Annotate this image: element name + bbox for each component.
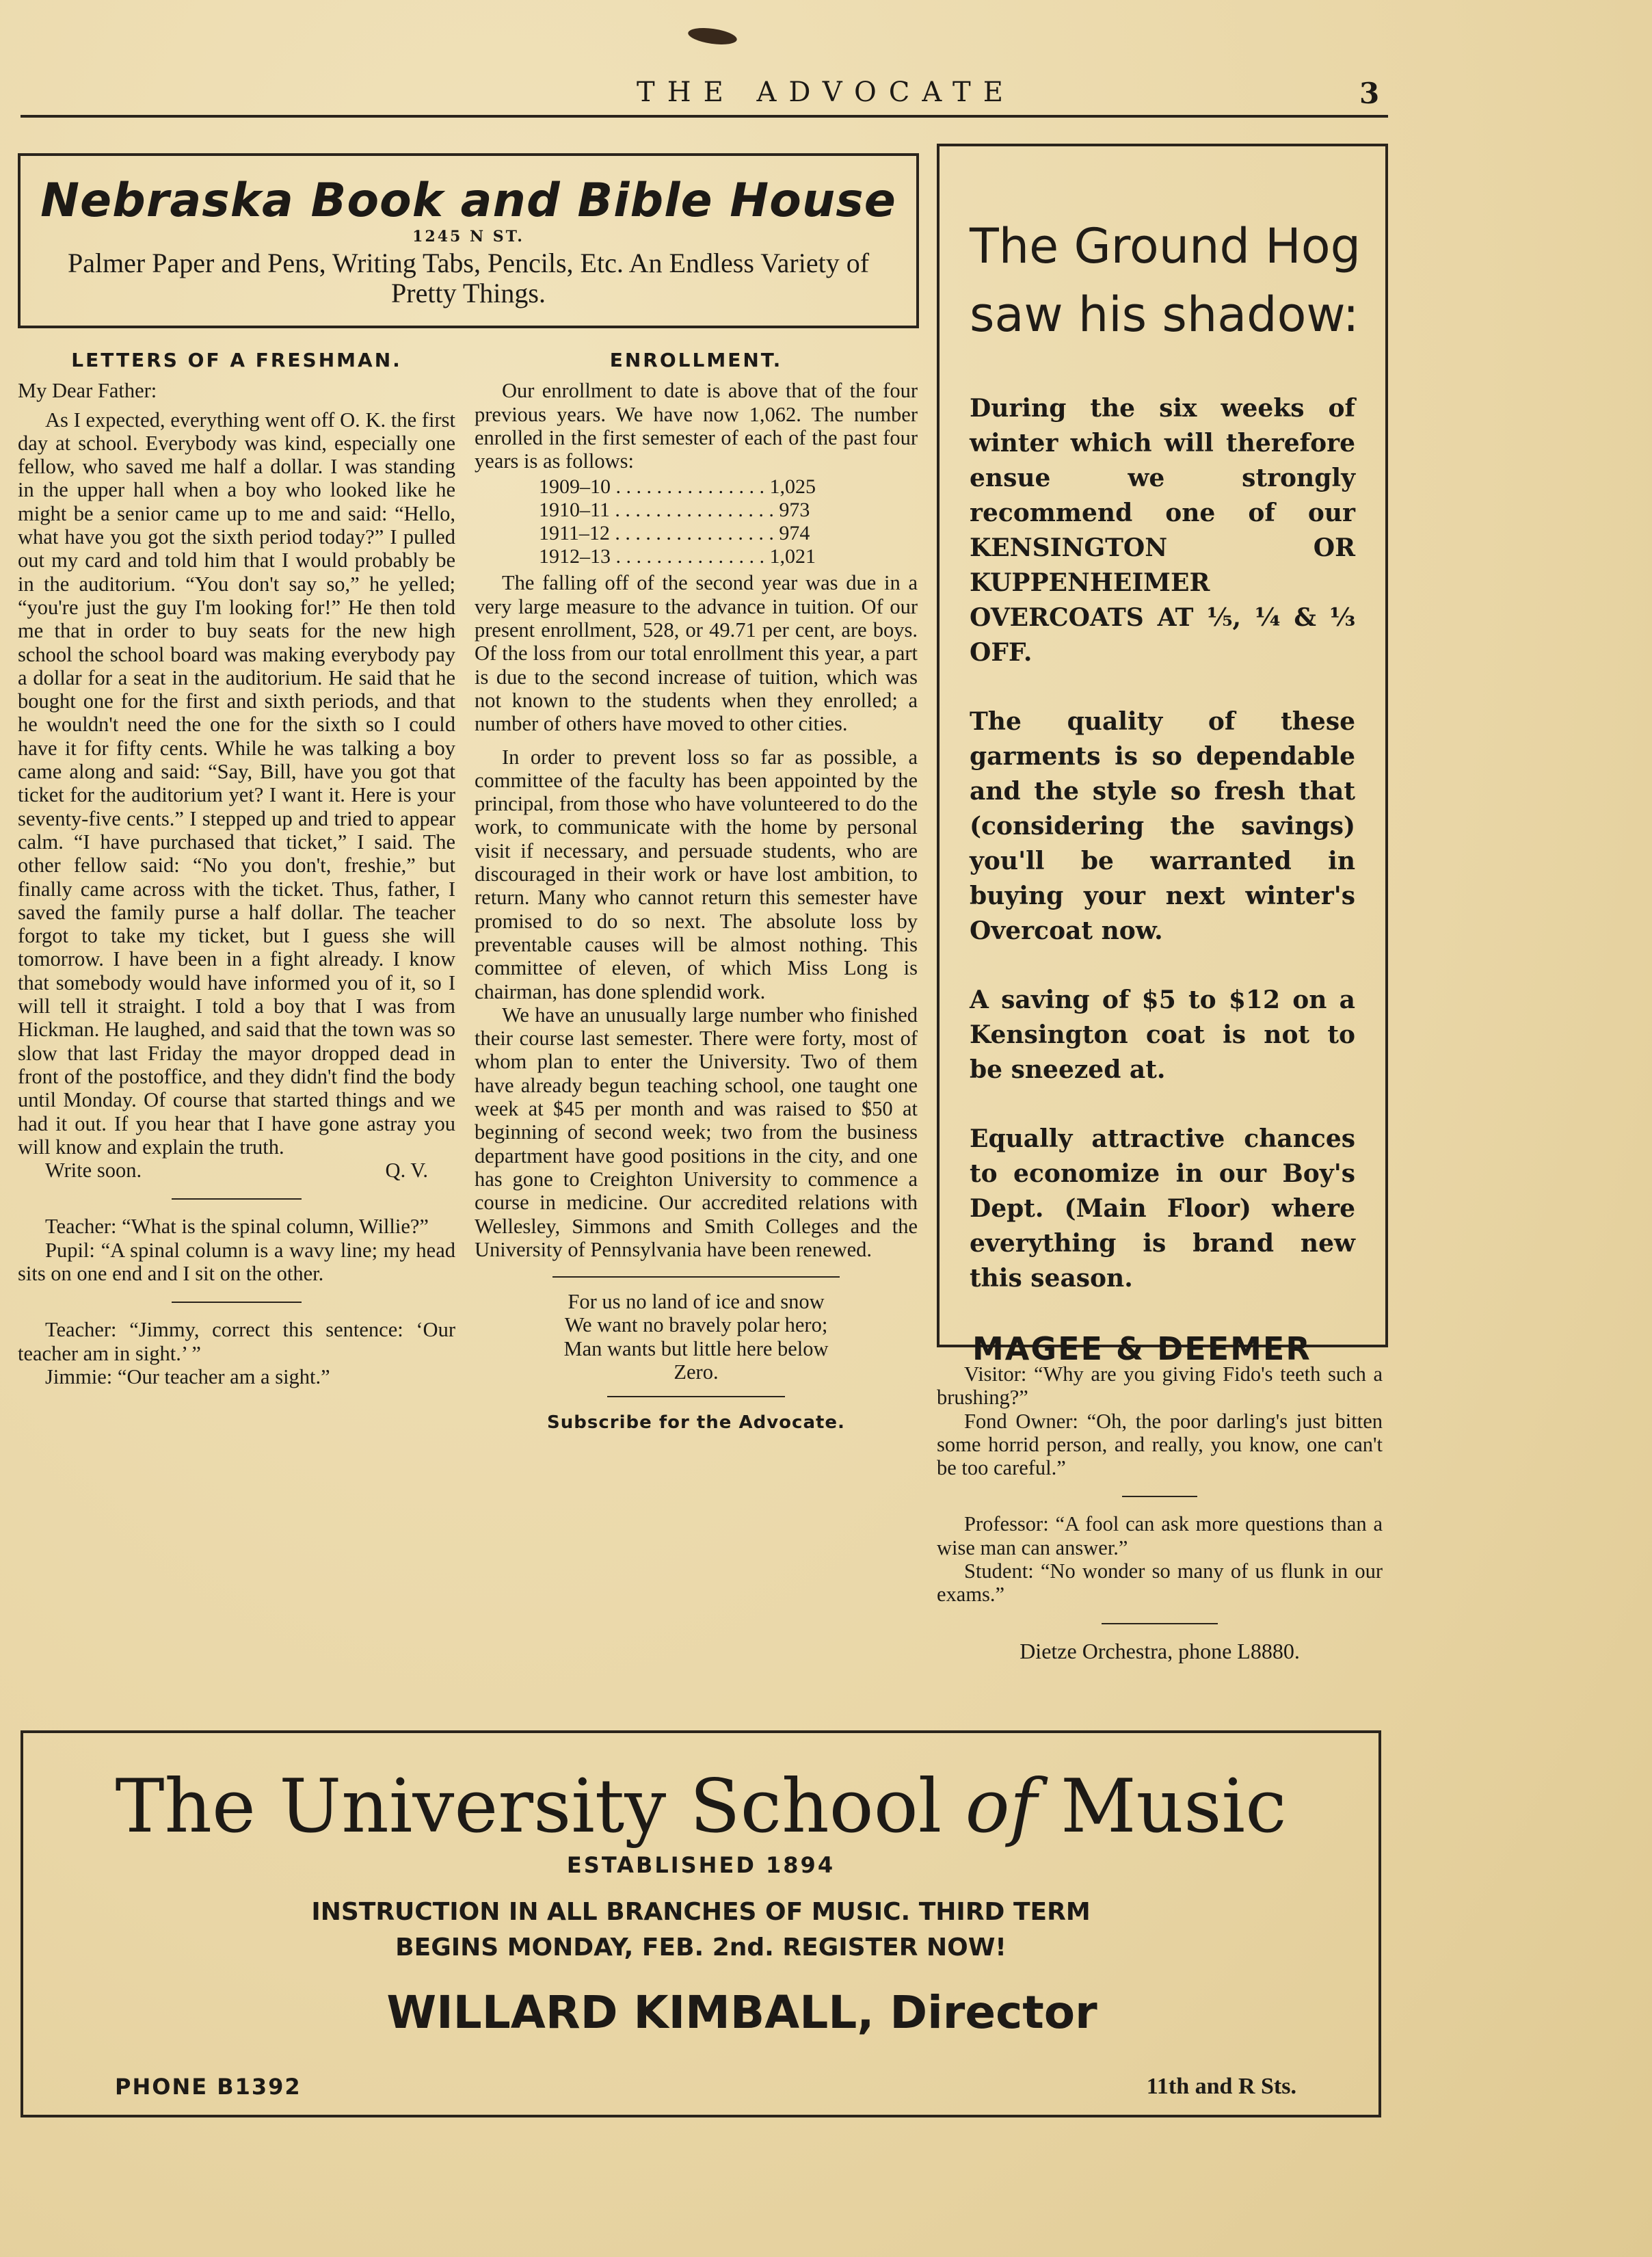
divider	[172, 1302, 302, 1303]
poem-line: For us no land of ice and snow	[568, 1290, 825, 1314]
ad-bible-house-address: 1245 N ST.	[412, 228, 524, 246]
joke-spinal-line1: Teacher: “What is the spinal column, Willie?”	[45, 1215, 429, 1239]
divider	[607, 1396, 785, 1397]
ad-ground-hog-body	[940, 391, 1385, 1296]
ad-music-title-part1: The University School	[115, 1764, 942, 1849]
masthead-title: THE ADVOCATE	[637, 77, 1015, 108]
ad-music-title-part2: Music	[1060, 1764, 1287, 1849]
page-number: 3	[1359, 77, 1380, 110]
ad-music-title-of: of	[965, 1764, 1037, 1849]
column-enrollment	[475, 349, 918, 1435]
enrollment-table	[475, 475, 918, 568]
ad-music-established: ESTABLISHED 1894	[566, 1852, 836, 1878]
ad-ground-hog-para1: During the six weeks of winter which will therefore ensue we strongly recommend one of our KENSINGTON OR KUPPENHEIMER OVERCOATS AT ⅕, ¼ & ⅓ OFF.	[970, 394, 1355, 667]
letters-closing: Write soon.	[45, 1159, 142, 1183]
joke-professor-line1: Professor: “A fool can ask more questions than a wise man can answer.”	[937, 1512, 1383, 1559]
ad-music-phone: PHONE B1392	[115, 2074, 302, 2100]
ad-ground-hog-para4: Equally attractive chances to economize in our Boy's Dept. (Main Floor) where everything is brand new this season.	[970, 1124, 1355, 1293]
joke-professor-line2: Student: “No wonder so many of us flunk in our exams.”	[937, 1559, 1383, 1607]
divider	[1122, 1496, 1197, 1497]
ad-music-instruction-line2: BEGINS MONDAY, FEB. 2nd. REGISTER NOW!	[395, 1933, 1007, 1962]
dietze-orchestra-notice: Dietze Orchestra, phone L8880.	[1020, 1638, 1300, 1663]
poem	[475, 1290, 918, 1384]
ad-ground-hog-signature: MAGEE & DEEMER	[972, 1330, 1311, 1367]
ad-bible-house	[18, 153, 919, 328]
enrollment-intro: Our enrollment to date is above that of the four previous years. We have now 1,062. The number enrolled in the first semester of each of the past four years is as follows:	[475, 379, 918, 473]
ad-music-school	[21, 1730, 1381, 2117]
divider	[552, 1276, 840, 1278]
joke-fido-line2: Fond Owner: “Oh, the poor darling's just bitten some horrid person, and really, you know, one can't be too careful.”	[937, 1409, 1383, 1480]
ad-music-address: 11th and R Sts.	[1146, 2074, 1296, 2099]
ad-ground-hog	[937, 144, 1388, 1367]
joke-fido-line1: Visitor: “Why are you giving Fido's teeth such a brushing?”	[937, 1362, 1383, 1410]
ad-ground-hog-para3: A saving of $5 to $12 on a Kensington coat is not to be sneezed at.	[970, 986, 1355, 1084]
column-jokes	[937, 1362, 1383, 1663]
letters-signature: Q. V.	[385, 1159, 428, 1183]
enrollment-para2: The falling off of the second year was due in a very large measure to the advance in tuition. Of our present enrollment, 528, or 49.71 per cent, are boys. Of the loss from our total enrollment this year, a part is due to the second increase of tuition, which was not known to the students when they enrolled; a number of others have moved to other cities.	[475, 571, 918, 736]
divider	[1102, 1623, 1218, 1624]
ad-music-director: WILLARD KIMBALL, Director	[386, 1986, 1097, 2039]
ad-music-instruction-line1: INSTRUCTION IN ALL BRANCHES OF MUSIC. THIRD TERM	[311, 1898, 1091, 1926]
header-rule	[21, 115, 1388, 118]
enrollment-row: 1909–10 . . . . . . . . . . . . . . . 1,025	[539, 475, 816, 499]
poem-line: Man wants but little here below	[563, 1336, 829, 1360]
joke-jimmy-line1: Teacher: “Jimmy, correct this sentence: ‘Our teacher am in sight.’ ”	[18, 1318, 455, 1365]
ad-ground-hog-para2: The quality of these garments is so dependable and the style so fresh that (considering the savings) you'll be warranted in buying your next winter's Overcoat now.	[970, 707, 1355, 945]
enrollment-row: 1912–13 . . . . . . . . . . . . . . . 1,021	[539, 545, 816, 568]
column-letters	[18, 349, 455, 1388]
ad-ground-hog-title-line1: The Ground Hog	[970, 218, 1361, 274]
ad-music-instruction	[23, 1895, 1378, 1966]
enrollment-heading: ENROLLMENT.	[609, 349, 783, 371]
enrollment-row: 1910–11 . . . . . . . . . . . . . . . . 973	[539, 499, 810, 522]
letters-signoff	[18, 1159, 455, 1182]
enrollment-para4: We have an unusually large number who finished their course last semester. There were forty, most of whom plan to enter the University. Two of them have already begun teaching school, one taught one week at $45 per month and was raised to $50 at beginning of second week; two from the business department have good positions in the city, and one has gone to Creighton University to commence a course in medicine. Our accredited relations with Wellesley, Simmons and Smith Colleges and the University of Pennsylvania have been renewed.	[475, 1003, 918, 1261]
poem-line: Zero.	[674, 1360, 719, 1384]
enrollment-para3: In order to prevent loss so far as possible, a committee of the faculty has been appointed by the principal, from those who have volunteered to do the work, to communicate with the home by personal visit if necessary, and persuade students, who are discouraged in their work or have lost ambition, to return. Many who cannot return this semester have promised to do so next. The absolute loss by preventable causes will be almost nothing. This committee of eleven, of which Miss Long is chairman, has done splendid work.	[475, 745, 918, 1003]
enrollment-row: 1911–12 . . . . . . . . . . . . . . . . 974	[539, 522, 810, 545]
ad-ground-hog-title	[940, 146, 1385, 349]
subscribe-notice: Subscribe for the Advocate.	[547, 1412, 845, 1434]
joke-jimmy-line2: Jimmie: “Our teacher am a sight.”	[45, 1364, 330, 1388]
ink-blot	[687, 25, 738, 47]
ad-ground-hog-title-line2: saw his shadow:	[970, 287, 1359, 343]
letters-salutation: My Dear Father:	[18, 379, 157, 403]
letters-body: As I expected, everything went off O. K. the first day at school. Everybody was kind, especially one fellow, who saved me half a dollar. I was standing in the upper hall when a boy who looked like he might be a senior came up to me and said: “Hello, what have you got the sixth period today?” I pulled out my card and told him that I would probably be in the auditorium. “You don't say so,” he yelled; “you're just the guy I'm looking for!” He then told me that in order to buy seats for the new high school the school board was making everybody pay a dollar for a seat in the auditorium. He said that he bought one for the first and sixth periods, and that he wouldn't need the one for the sixth so I could have it for fifty cents. While he was talking a boy came along and said: “Say, Bill, have you got that ticket for the auditorium yet? I want it. Here is your seventy-five cents.” I stepped up and tried to appear calm. “I have purchased that ticket,” I said. The other fellow said: “No you don't, freshie,” but finally came across with the ticket. Thus, father, I saved the family purse a half dollar. The teacher forgot to take my ticket, but I guess she will tomorrow. I have been in a fight already. I know that somebody would have informed you of it, so I will tell it straight. I told a boy that I was from Hickman. He laughed, and said that the town was so slow that last Friday the mayor dropped dead in front of the postoffice, and they didn't find the body until Monday. Of course that started things and we had it out. If you hear that I have gone astray you will know and explain the truth.	[18, 408, 455, 1159]
letters-heading: LETTERS OF A FRESHMAN.	[71, 349, 402, 371]
ad-bible-house-tagline: Palmer Paper and Pens, Writing Tabs, Pencils, Etc. An Endless Variety of Pretty Things.	[67, 248, 870, 308]
divider	[172, 1198, 302, 1200]
joke-spinal-line2: Pupil: “A spinal column is a wavy line; my head sits on one end and I sit on the other.	[18, 1238, 455, 1285]
poem-line: We want no bravely polar hero;	[564, 1313, 828, 1337]
ad-music-title	[23, 1766, 1378, 1848]
ad-bible-house-name: Nebraska Book and Bible House	[40, 174, 896, 228]
